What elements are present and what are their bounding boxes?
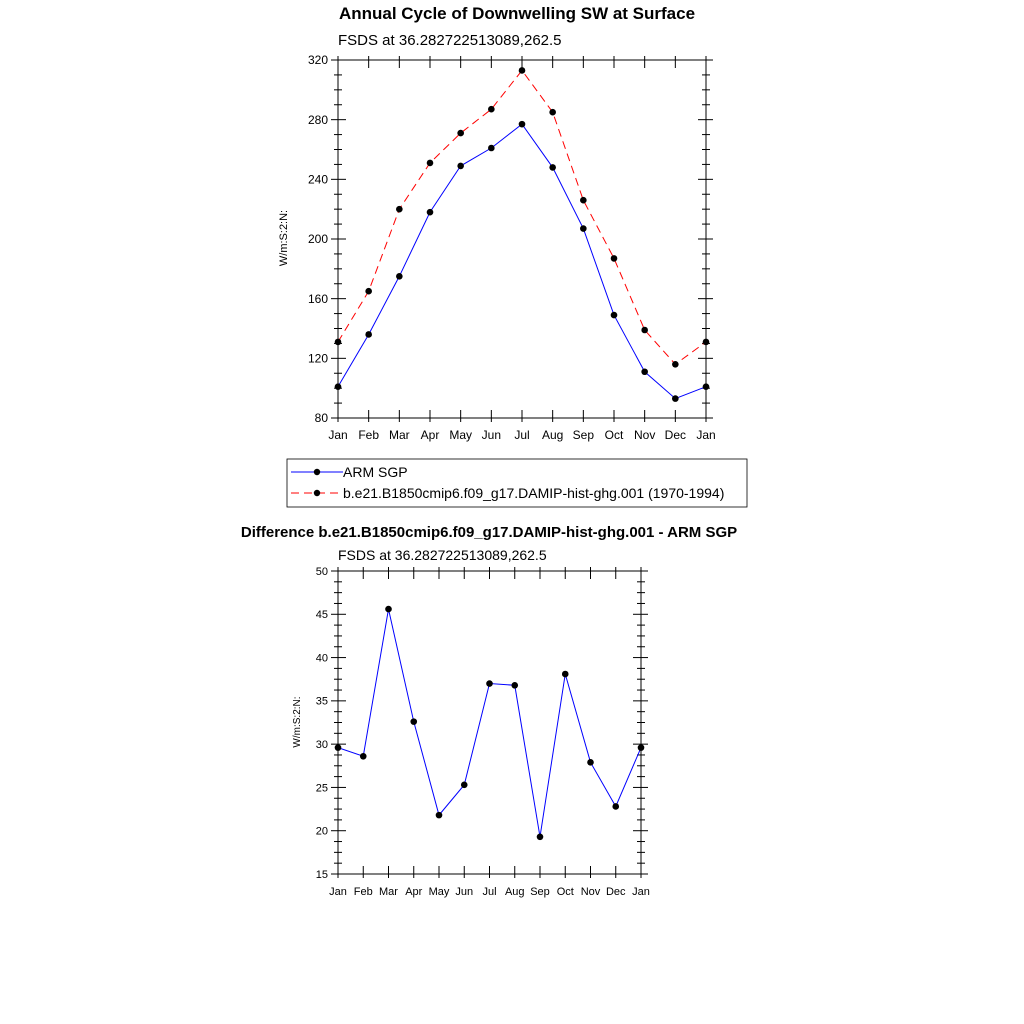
y-tick-label: 120 [307,351,328,366]
x-tick-label: Apr [405,886,423,898]
legend-label-obs: ARM SGP [343,464,408,480]
chart2-y-axis-label: W/m:S:2:N: [292,696,303,748]
series-line-1 [338,70,706,364]
x-tick-label: Jul [482,886,497,898]
x-tick-label: Sep [530,886,550,898]
y-tick-label: 40 [315,652,328,665]
x-tick-label: Jan [329,886,347,898]
x-tick-label: Aug [541,428,564,442]
x-tick-label: Oct [604,428,624,442]
data-point [612,803,619,810]
legend-marker-obs [314,469,320,475]
y-tick-label: 320 [307,53,328,68]
chart2-series [335,606,645,840]
x-tick-label: Oct [556,886,574,898]
x-tick-label: Feb [358,428,380,442]
legend-label-model: b.e21.B1850cmip6.f09_g17.DAMIP-hist-ghg.001 (1970-1994) [343,485,725,501]
x-tick-label: Dec [664,428,687,442]
data-point [385,606,392,613]
chart2-frame [338,571,641,874]
y-tick-label: 200 [307,232,328,247]
data-point [611,312,618,319]
data-point [511,682,518,689]
chart1-subtitle: FSDS at 36.282722513089,262.5 [338,32,562,49]
chart2-ticks [316,566,650,898]
y-tick-label: 25 [315,782,328,795]
data-point [410,718,417,725]
y-tick-label: 80 [314,411,328,426]
chart2-title: Difference b.e21.B1850cmip6.f09_g17.DAMIP-hist-ghg.001 - ARM SGP [240,524,738,541]
y-tick-label: 15 [315,868,328,881]
data-point [427,160,434,167]
data-point [436,812,443,819]
data-point [549,164,556,171]
x-tick-label: Jan [696,428,716,442]
data-point [457,130,464,137]
data-point [549,109,556,116]
x-tick-label: Nov [580,886,601,898]
data-point [488,145,495,152]
x-tick-label: Aug [504,886,525,898]
x-tick-label: Dec [605,886,626,898]
x-tick-label: Jul [514,428,530,442]
difference-chart [241,524,737,898]
legend-marker-model [314,490,320,496]
chart1-series [335,67,710,402]
data-point [641,368,648,375]
data-point [580,197,587,204]
chart1-ticks [308,53,716,442]
y-tick-label: 160 [307,291,328,306]
data-point [365,288,372,295]
data-point [519,67,526,74]
annual-cycle-chart [278,4,716,442]
y-tick-label: 35 [315,695,328,708]
x-tick-label: Jun [481,428,502,442]
data-point [672,395,679,402]
data-point [396,206,403,213]
x-tick-label: Mar [379,886,398,898]
y-tick-label: 45 [315,609,328,622]
data-point [587,759,594,766]
data-point [519,121,526,128]
y-tick-label: 20 [315,825,328,838]
x-tick-label: Sep [572,428,595,442]
chart1-y-axis-label: W/m:S:2:N: [278,209,290,267]
chart1-frame [338,60,706,418]
series-line-0 [338,609,641,837]
x-tick-label: Mar [388,428,410,442]
x-tick-label: Feb [353,886,373,898]
data-point [537,833,544,840]
data-point [365,331,372,338]
x-tick-label: Apr [420,428,440,442]
data-point [562,671,569,678]
y-tick-label: 280 [307,112,328,127]
x-tick-label: Nov [633,428,656,442]
x-tick-label: Jan [328,428,348,442]
data-point [486,680,493,687]
series-line-0 [338,124,706,398]
data-point [641,327,648,334]
x-tick-label: May [449,428,473,442]
data-point [488,106,495,113]
chart1-title: Annual Cycle of Downwelling SW at Surface [338,4,696,23]
legend [287,459,747,507]
y-tick-label: 30 [315,738,328,751]
y-tick-label: 240 [307,172,328,187]
data-point [461,782,468,789]
x-tick-label: May [428,886,450,898]
x-tick-label: Jan [632,886,650,898]
chart2-subtitle: FSDS at 36.282722513089,262.5 [338,547,547,563]
y-tick-label: 50 [315,565,328,578]
data-point [396,273,403,280]
data-point [360,753,367,760]
data-point [427,209,434,216]
data-point [580,225,587,232]
data-point [672,361,679,368]
data-point [611,255,618,262]
data-point [457,163,464,170]
x-tick-label: Jun [455,886,474,898]
